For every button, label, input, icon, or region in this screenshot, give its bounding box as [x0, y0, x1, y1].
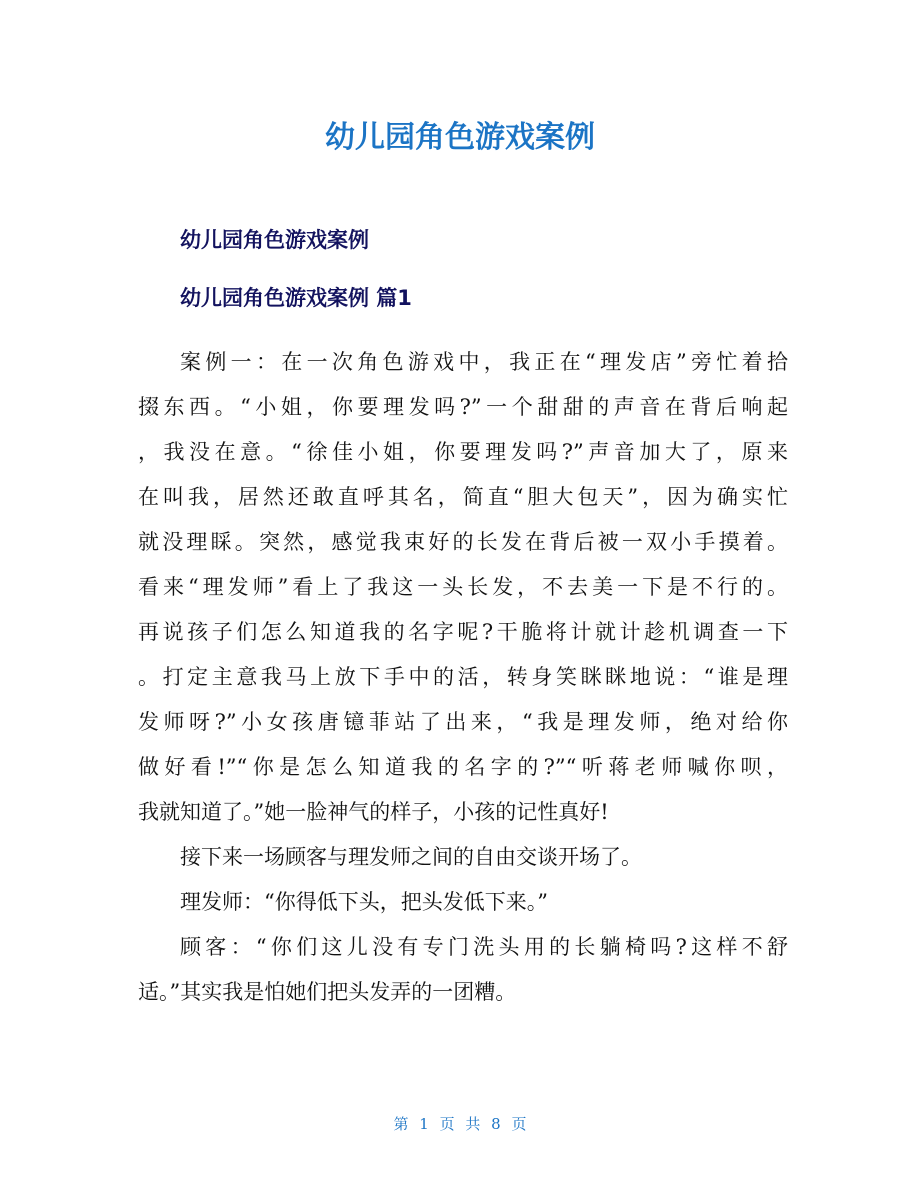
section-heading: 幼儿园角色游戏案例 — [180, 228, 369, 252]
paragraph-line: 顾客：“你们这儿没有专门洗头用的长躺椅吗?这样不舒 — [180, 935, 788, 959]
page-number-footer: 第 1 页 共 8 页 — [393, 1115, 527, 1133]
paragraph-line: 理发师：“你得低下头，把头发低下来。” — [180, 890, 548, 914]
paragraph-line: 做好看!”“你是怎么知道我的名字的?”“听蒋老师喊你呗， — [138, 755, 788, 779]
paragraph-line: 。打定主意我马上放下手中的活，转身笑眯眯地说：“谁是理 — [138, 665, 788, 689]
document-title: 幼儿园角色游戏案例 — [325, 120, 595, 155]
paragraph-line: 接下来一场顾客与理发师之间的自由交谈开场了。 — [180, 845, 642, 869]
paragraph-line: 再说孩子们怎么知道我的名字呢?干脆将计就计趁机调查一下 — [138, 620, 788, 644]
paragraph-line: ，我没在意。“徐佳小姐，你要理发吗?”声音加大了，原来 — [138, 440, 788, 464]
paragraph-line: 在叫我，居然还敢直呼其名，简直“胆大包天”，因为确实忙 — [138, 485, 788, 509]
paragraph-line: 看来“理发师”看上了我这一头长发，不去美一下是不行的。 — [138, 575, 788, 599]
paragraph-line: 我就知道了。”她一脸神气的样子，小孩的记性真好! — [138, 800, 609, 824]
paragraph-line: 掇东西。“小姐，你要理发吗?”一个甜甜的声音在背后响起 — [138, 395, 788, 419]
paragraph-line: 适。”其实我是怕她们把头发弄的一团糟。 — [138, 980, 517, 1004]
paragraph-line: 发师呀?”小女孩唐镱菲站了出来，“我是理发师，绝对给你 — [138, 710, 788, 734]
article-body — [138, 340, 788, 1015]
paragraph-line: 案例一：在一次角色游戏中，我正在“理发店”旁忙着拾 — [180, 350, 788, 374]
paragraph-line: 就没理睬。突然，感觉我束好的长发在背后被一双小手摸着。 — [138, 530, 788, 554]
article-heading: 幼儿园角色游戏案例 篇1 — [180, 286, 412, 310]
